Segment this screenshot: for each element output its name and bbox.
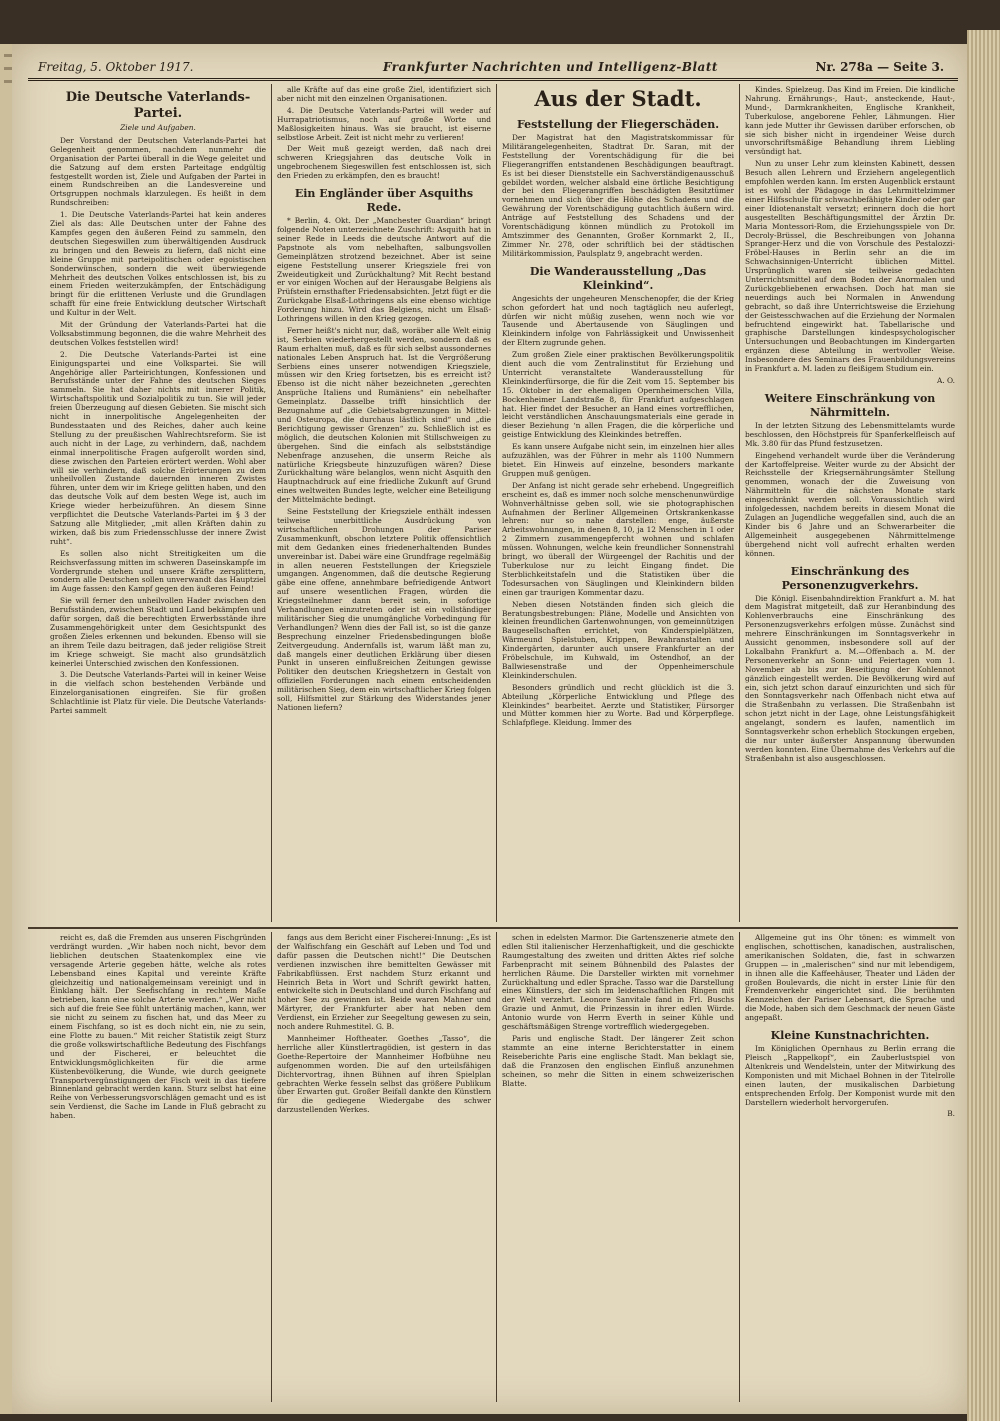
paragraph: 2. Die Deutsche Vaterlands-Partei ist eine Einigungspartei und eine Volkspartei. Sie will Angehörige aller Parteirichtungen, Konfessionen und Berufsstände unter der Fahne des deutschen Sieges sammeln. Sie hat daher nichts mit innerer Politik, Wirtschaftspolitik und Sozialpolitik zu tun. Sie will jeder freien Überzeugung auf diesen Gebieten. Sie mischt sich nicht in innerpolitische Angelegenheiten der Bundesstaaten und des Reiches, daher auch keine Stellung zu der preußischen Wahlrechtsreform. Sie ist auch nicht in der Lage, zu verhindern, daß, nachdem einmal innerpolitische Fragen aufgerollt worden sind, diese zwischen den Parteien erörtert werden. Wohl aber will sie verhindern, daß solche Erörterungen zu dem unheilvollen Zustande dauernden inneren Zwistes führen, unter dem wir im Kriege gelitten haben, und den das deutsche Volk auf dem besten Wege ist, auch im Kriege wieder herbeizuführen. An diesem Sinne verpflichtet die Deutsche Vaterlands-Partei im § 3 der Satzung alle Mitglieder, „mit allen Kräften dahin zu wirken, daß bis zum Friedensschlusse der innere Zwist ruht“. [50, 349, 266, 546]
headline: Ein Engländer über Asquiths Rede. [294, 187, 474, 215]
paragraph: Neben diesen Notständen finden sich gleich die Beratungsbestrebungen: Pläne, Modelle und Ansichten von kleinen freundlichen Gartenwohnungen, von gemeinnützigen Baugesellschaften errichtet, von Kinderspielplätzen, Wärmeund Spielstuben, Krippen, Bewahranstalten und Kindergärten, darunter auch unsere Frankfurter an der Fröbelschule, im Kuhwald, im Ostendhof, an der Ballwiesenstraße und der Oppenheimerschule Kleinkinderschulen. [502, 599, 734, 680]
signature: A. O. [936, 376, 955, 385]
column-rule [271, 84, 272, 922]
book-page-edges [967, 30, 1000, 1421]
page-number: Nr. 278a — Seite 3. [815, 60, 944, 74]
paragraph: Besonders gründlich und recht glücklich ist die 3. Abteilung „Körperliche Entwicklung und Pflege des Kleinkindes“ bearbeitet. Aerzte und Statistiker, Fürsorger und Mütter kommen hier zu Worte. Bad und Körperpflege. Schlafpflege. Kleidung. Immer des [502, 682, 734, 728]
paragraph: Der Weit muß gezeigt werden, daß nach drei schweren Kriegsjahren das deutsche Volk in ungebrochenem Siegeswillen fest entschlossen ist, sich den Frieden zu erkämpfen, den es braucht! [277, 144, 491, 181]
paragraph: Kindes. Spielzeug. Das Kind im Freien. Die kindliche Nahrung. Ernährungs-, Haut-, ansteckende, Haut-, Mund-, Darmkrankheiten, Englische Krankheit, Tuberkulose, angeborene Fehler, Lähmungen. Hier kann jede Mutter ihr Gewissen darüber erforschen, ob sie sich bisher nicht in irgendeiner Weise durch unvorschriftsmäßige Behandlung ihrem Liebling versündigt hat. [745, 86, 955, 157]
paragraph: Eingehend verhandelt wurde über die Veränderung der Kartoffelpreise. Weiter wurde zu der Absicht der Reichsstelle der Kriegsernährungsämter Stellung genommen, wonach der die Zuweisung von Nährmitteln für die nächsten Monate stark eingeschränkt werden soll. Voraussichtlich wird infolgedessen, nachdem bereits in diesem Monat die Zulagen an Jugendliche weggefallen sind, auch die an Kinder bis 6 Jahre und an Schwerarbeiter die Allgemeinheit ausgegebenen Nährmittelmenge übergehend nicht voll aufrecht erhalten werden können. [745, 450, 955, 558]
subheadline: Ziele und Aufgaben. [120, 123, 196, 132]
paragraph: Die Königl. Eisenbahndirektion Frankfurt a. M. hat dem Magistrat mitgeteilt, daß zur Heranbindung des Kohlenverbrauchs eine Einschränkung des Personenzugsverkehrs erfolgen müsse. Zunächst sind mehrere Einschränkungen im Sonntagsverkehr in Aussicht genommen, insbesondere soll auf der Lokalbahn Frankfurt a. M.—Offenbach a. M. der Personenverkehr an Sonn- und Feiertagen vom 1. November ab bis zur Beseitigung der Kohlennot gänzlich eingestellt werden. Die Bevölkerung wird auf ein, sich jetzt schon darauf einzurichten und sich für den Sonntagsverkehr nach Offenbach nicht etwa auf die Straßenbahn zu verlassen. Die Straßenbahn ist schon jetzt nicht in der Lage, ohne Leistungsfähigkeit angelangt, sondern es laufen, namentlich im Sonntagsverkehr schon erheblich Stockungen ergeben, die nur unter äußerster Anspannung überwunden werden konnten. Eine Übernahme des Verkehrs auf die Straßenbahn ist also ausgeschlossen. [745, 593, 955, 763]
column-rule [496, 932, 497, 1402]
paragraph: Der Magistrat hat den Magistratskommissar für Militärangelegenheiten, Stadtrat Dr. Saran, mit der Feststellung der Vorentschädigung für die bei Fliegerangriffen entstandenen Beschädigungen beauftragt. Es ist bei dieser Dienststelle ein Sachverständigenausschuß gebildet worden, welcher alsbald eine örtliche Besichtigung der bei den Fliegerangriffen beschädigten Besitztümer vornehmen und sich über die Höhe des Schadens und die Gewährung der Vorentschädigung gutachtlich äußern wird. Anträge auf Feststellung des Schadens und der Vorentschädigung können mündlich zu Protokoll im Amtszimmer des Genannten, Großer Kornmarkt 2, II., Zimmer Nr. 278, oder schriftlich bei der städtischen Militärkommission, Paulsplatz 9, angebracht werden. [502, 133, 734, 258]
paragraph: Mit der Gründung der Vaterlands-Partei hat die Volksabstimmung begonnen, die die wahre Mehrheit des deutschen Volkes feststellen wird! [50, 320, 266, 347]
paragraph: * Berlin, 4. Okt. Der „Manchester Guardian“ bringt folgende Noten unterzeichnete Zuschrift: Asquith hat in seiner Rede in Leeds die deutsche Antwort auf die Papstnote als vom nebelhaften, salbungsvollen Gemeinplätzen strotzend bezeichnet. Aber ist seine eigene Feststellung unserer Kriegsziele frei von Zweideutigkeit und Zurückhaltung? Mit Recht bestand er vor einigen Wochen auf der Herausgabe Belgiens als Prüfstein ernsthafter Friedensabsichten. Jetzt fügt er die Zurückgabe Elsaß-Lothringens als eine ebenso wichtige Forderung hinzu. Wird das Belgiens, nicht um Elsaß-Lothringens willen in den Krieg gezogen. [277, 216, 491, 324]
column-rule [739, 932, 740, 1402]
paragraph: Es sollen also nicht Streitigkeiten um die Reichsverfassung mitten im schweren Daseinskampfe im Vordergrunde stehen und unsere Kräfte zersplittern, sondern alle Deutschen sollen unverwandt das Hauptziel im Auge fassen: den Kampf gegen den äußeren Feind! [50, 548, 266, 594]
feuilleton-theater [277, 934, 491, 1402]
feuilleton-paris [745, 934, 955, 1402]
article-asquith [277, 86, 491, 924]
signature: B. [947, 1109, 955, 1119]
paragraph: Der Vorstand der Deutschen Vaterlands-Partei hat Gelegenheit genommen, nachdem nunmehr die Organisation der Partei überall in die Wege geleitet und die Satzung auf dem ersten Parteitage endgültig festgestellt worden ist, Ziele und Aufgaben der Partei in einem Rundschreiben an die Landesvereine und Ortsgruppen nochmals klarzulegen. Es heißt in dem Rundschreiben: [50, 135, 266, 208]
headline: Weitere Einschränkung von Nährmitteln. [764, 391, 936, 419]
paragraph: Paris und englische Stadt. Der längerer Zeit schon stammte an eine interne Berichterstatter in einem Reiseberichte Paris eine englische Stadt. Man beklagt sie, daß die Franzosen den englischen Einfluß anzunehmen scheinen, so mehr die Sitten in einem schweizerischen Blatte. [502, 1033, 734, 1088]
paragraph: reicht es, daß die Fremden aus unseren Fischgründen verdrängt wurden. „Wir haben noch nicht, bevor dem lieblichen deutschen Staatenkomplex eine vie versagende Arterie gegeben hätte, welche als rotes Lebensband eines Kapital und vereinte Kräfte gleichzeitig und nationalgemeinsam vereinigt und in Einklang hält. Der Seefischfang in rechtem Maße betrieben, kann eine solche Arterie werden.“ „Wer nicht sich auf die freie See fühlt untertänig machen, kann, wer sie nicht zu seinem zu fischen hat, und das Meer zu einem Fischfang, so ist es doch nicht ein, nie zu sein, eine Flotte zu bauen.“ Mit reicher Statistik zeigt Sturz die große volkswirtschaftliche Bedeutung des Fischfangs und der Fischerei, er beleuchtet die Entwicklungsmöglichkeiten für die arme Küstenbevölkerung, die Wunde, wie durch geeignete Transportvergünstigungen der Fisch weit in das tiefere Binnenland gebracht werden kann. Sturz selbst hat eine Reihe von Verbesserungsvorschlägen gemacht und es ist sein Verdienst, die Sache im Lande in Fluß gebracht zu haben. [50, 934, 266, 1121]
paragraph: Mannheimer Hoftheater. Goethes „Tasso“, die herrliche aller Künstlertragödien, ist gestern in das Goethe-Repertoire der Mannheimer Hofbühne neu aufgenommen worden. Die auf den urteilsfähigen Dichtervortrag, ihnen Bühnen auf ihren Spielplan gebrachten Werke fesseln selbst das größere Publikum über Erwarten gut. Großer Beifall dankte den Künstlern für die gediegene Wiedergabe des schwer darzustellenden Werkes. [277, 1033, 491, 1115]
headline: Die Wanderausstellung „Das Kleinkind“. [529, 264, 707, 292]
paragraph: Sie will ferner den unheilvollen Hader zwischen den Berufsständen, zwischen Stadt und Land bekämpfen und dafür sorgen, daß die berechtigten Erwerbsstände ihre Zusammengehörigkeit unter dem Gesichtspunkt des großen Zieles erkennen und bekunden. Ebenso will sie an ihrem Teile dazu beitragen, daß jeder religiöse Streit im Kriege schweigt. Sie macht also grundsätzlich keinerlei Unterschied zwischen den Konfessionen. [50, 596, 266, 668]
section-title: Aus der Stadt. [534, 86, 702, 111]
feuilleton-fishing [50, 934, 266, 1402]
article-vaterlands-partei [50, 86, 266, 924]
article-kleinkind-cont [745, 86, 955, 924]
paragraph: alle Kräfte auf das eine große Ziel, identifiziert sich aber nicht mit den einzelnen Organisationen. [277, 86, 491, 103]
paragraph: Ferner heißt's nicht nur, daß, woräber alle Welt einig ist, Serbien wiederhergestellt werden, sondern daß es Raum erhalten muß, daß es für sich selbst aussondernes nationales Leben Anspruch hat. Ist die Vergrößerung Serbiens eines unserer notwendigen Kriegsziele, müssen wir den Krieg fortsetzen, bis es erreicht ist? Ebenso ist die nicht näher bezeichneten „gerechten Ansprüche Italiens und Rumäniens“ ein nebelhafter Gemeinplatz. Dasselbe trifft hinsichtlich der Bezugnahme auf „die Gebietsabgrenzungen in Mittel- und Osteuropa, die durchaus lästlich sind“ und „die Berichtigung gewisser Grenzen“ zu. Schließlich ist es möglich, die deutschen Kolonien mit Stillschweigen zu übergehen. Sind die einfach als selbstständige Nebenfrage anzusehen, die unserm Reiche als natürliche Kriegsbeute hinzuzufügen wären? Diese Zurückhaltung wäre belanglos, wenn nicht Asquith den Hauptnachdruck auf eine friedliche Zukunft auf Grund eines weltweiten Bundes legte, welcher eine Beteiligung der Mittelmächte bedingt. [277, 325, 491, 505]
paragraph: schen in edelsten Marmor. Die Gartenszenerie atmete den edlen Stil italienischer Herzenhaftigkeit, und die geschickte Raumgestaltung des zweiten und dritten Aktes rief solche Farbenpracht mit seinem Bühnenbild des Palastes der herrlichen Räume. Die Darsteller wirkten mit vornehmer Zurückhaltung und edler Sprache. Tasso war die Darstellung eines Künstlers, der sich im leidenschaftlichen Ringen mit der Welt verzehrt. Leonore Sanvitale fand in Frl. Buschs Grazie und Anmut, die Prinzessin in ihrer edlen Würde. Antonio wurde von Herrn Everth in seiner Kühle und geschäftsmäßigen Strenge vortrefflich wiedergegeben. [502, 934, 734, 1032]
page-header [28, 58, 958, 81]
paragraph: fangs aus dem Bericht einer Fischerei-Innung: „Es ist der Walfischfang ein Geschäft auf Leben und Tod und dafür passen die Deutschen nicht!“ Die Deutschen verdienen inzwischen ihre bemittelten Gewässer mit Fabrikabflüssen. Erst nachdem Sturz erkannt und Heinrich Beta in Wort und Schrift gewirkt hatten, entwickelte sich in Deutschland und durch Fischfang auf hoher See zu gewinnen ist. Beide waren Mahner und Märtyrer, der Frankfurter aber hat neben dem Verdienst, ein Erzieher zur Seegeltung gewesen zu sein, noch andere Ruhmestitel. G. B. [277, 934, 491, 1032]
column-rule [739, 84, 740, 922]
paragraph: Allgemeine gut ins Ohr tönen: es wimmelt von englischen, schottischen, kanadischen, australischen, amerikanischen Soldaten, die, fast in schwarzen Gruppen — in „malerischen“ sind nur mit lebendigem, in ihnen alle die Kaffeehäuser, Theater und Läden der großen Boulevards, die nicht in erster Linie für den Fremdenverkehr eingerichtet sind. Die berühmten Kennzeichen der Pariser Lebensart, die Sprache und die Mode, haben sich dem Geschmack der neuen Gäste angepaßt. [745, 934, 955, 1023]
headline: Die Deutsche Vaterlands-Partei. [65, 90, 251, 121]
headline: Einschränkung des Personenzugverkehrs. [781, 564, 919, 592]
paragraph: Zum großen Ziele einer praktischen Bevölkerungspolitik dient auch die vom Zentralinstitut für Erziehung und Unterricht veranstaltete Wanderausstellung für Kleinkinderfürsorge, die für die Zeit vom 15. September bis 15. Oktober in der ehemaligen Opernheimerschen Villa, Bockenheimer Landstraße 8, für Frankfurt aufgeschlagen hat. Hier findet der Besucher an Hand eines vortrefflichen, leicht verständlichen Anschauungsmaterials eine gerade in dieser Beziehung ‘n allen Fragen, die die körperliche und geistige Entwicklung des Kleinkindes betreffen. [502, 350, 734, 440]
feuilleton-tasso [502, 934, 734, 1402]
article-aus-der-stadt [502, 86, 734, 924]
paragraph: Nun zu unser Lehr zum kleinsten Kabinett, dessen Besuch allen Lehrern und Erziehern angelegentlich empfohlen werden kann. Im ersten Augenblick erstaunt ist es wohl der Pädagoge in das Lehrmittelzimmer einer Hilfsschule für schwachbefähigte Kinder oder gar einer Idiotenanstalt versetzt; erinnern doch die hort ausgestellten Beschäftigungsmittel der Ärztin Dr. Maria Montessori-Rom, die Erziehungsspiele von Dr. Decroly-Brüssel, die Beschreibungen von Johanna Spranger-Herz und die von Vorschule des Pestalozzi-Fröbel-Hauses in Berlin sehr an die im Schwachsinnigen-Unterricht üblichen Mittel. Ursprünglich waren sie teilweise gedachten Unterrichtsmittel auf dem Boden der Anormalen und Zurückgebliebenen erwachsen. Doch hat man sie neuerdings auch bei Normalen in Anwendung gebracht, so daß ihre Unterrichtsweise die Erziehung der Geistesschwachen auf die Erziehung der Normalen befruchtend eingewirkt hat. Tabellarische und graphische Darstellungen kindespsychologischer Untersuchungen und Beobachtungen im Kindergarten ergänzen diese Abteilung in wertvoller Weise. Insbesondere des Seminars des Frauenbildungsvereins in Frankfurt a. M. laden zu fleißigem Studium ein. [745, 159, 955, 374]
issue-date: Freitag, 5. Oktober 1917. [38, 60, 194, 74]
headline: Kleine Kunstnachrichten. [770, 1029, 930, 1043]
newspaper-title: Frankfurter Nachrichten und Intelligenz-Blatt [383, 60, 718, 74]
headline: Feststellung der Fliegerschäden. [516, 118, 720, 131]
paragraph: In der letzten Sitzung des Lebensmittelamts wurde beschlossen, den Höchstpreis für Spanferkelfleisch auf Mk. 3.80 für das Pfund festzusetzen. [745, 420, 955, 448]
paragraph: 3. Die Deutsche Vaterlands-Partei will in keiner Weise in die vielfach schon bestehenden Verbände und Einzelorganisationen eingreifen. Sie für großen Schlachtlinie ist Platz für viele. Die Deutsche Vaterlands-Partei sammelt [50, 670, 266, 716]
paragraph: Im Königlichen Opernhaus zu Berlin errang die Pleisch „Rappelkopf“, ein Zauberlustspiel von Altenkreis und Wendelstein, unter der Mitwirkung des Komponisten und mit Michael Bohnen in der Titelrolle einen lauten, der musikalischen Darbietung entsprechenden Erfolg. Der Komponist wurde mit den Darstellern wiederholt hervorgerufen. [745, 1044, 955, 1107]
section-rule [28, 927, 958, 929]
paragraph: 1. Die Deutsche Vaterlands-Partei hat kein anderes Ziel als das: Alle Deutschen unter der Fahne des Kampfes gegen den äußeren Feind zu sammeln, den deutschen Siegeswillen zum überwältigenden Ausdruck zu bringen und den Beweis zu liefern, daß nicht eine kleine Gruppe mit parteipolitischen oder egoistischen Sonderwünschen, sondern die weit überwiegende Mehrheit des deutschen Volkes entschlossen ist, bis zu einem Frieden weiterzukämpfen, der Entschädigung bringt für die erlittenen Verluste und die Grundlagen schafft für eine freie Entwicklung deutscher Wirtschaft und Kultur in der Welt. [50, 210, 266, 318]
column-rule [271, 932, 272, 1402]
column-rule [496, 84, 497, 922]
paragraph: Seine Feststellung der Kriegsziele enthält indessen teilweise unerbittliche Ausdrückung von wirtschaftlichen Drohungen der Pariser Zusammenkunft, obschon letztere Politik offensichtlich mit dem Gedanken eines friedenerhaltenden Bundes unvereinbar ist. Dabei wäre eine Grundfrage regelmäßig in allen neueren Feststellungen der Kriegsziele umgangen. Angenommen, daß die deutsche Regierung gäbe eine offene, annehmbare befriedigende Antwort auf unsere wesentlichen Fragen, würden die Kriegsteilnehmer dann bereit sein, in sofortige Verhandlungen einzutreten oder ist ein vollständiger militärischer Sieg die unumgängliche Vorbedingung für Verhandlungen? Wenn dies der Fall ist, so ist die ganze Besprechung einzelner Friedensbedingungen bloße Zeitvergeudung. Andernfalls ist, warum läßt man zu, daß mangels einer deutlichen Erklärung über diesen Punkt in unseren einflußreichen Zeitungen gewisse Politiker den deutschen Kriegshetzern in Gestalt von offiziellen Forderungen nach einem entscheidenden militärischen Sieg, dem ein wirtschaftlicher Krieg folgen soll, Hilfsmittel zur Stärkung des Widerstandes jener Nationen liefern? [277, 507, 491, 712]
paragraph: Es kann unsere Aufgabe nicht sein, im einzelnen hier alles aufzuzählen, was der Führer in mehr als 1100 Nummern bietet. Ein Hinweis auf einzelne, besonders markante Gruppen muß genügen. [502, 442, 734, 478]
paragraph: Der Anfang ist nicht gerade sehr erhebend. Ungegreiflich erscheint es, daß es immer noch solche menschenunwürdige Wohnverhältnisse geben soll, wie sie photographischen Aufnahmen der Berliner Allgemeinen Ortskrankenkasse lehren: nur so nahe darstellen: enge, äußerste Arbeitswohnungen, in denen 8, 10, ja 12 Menschen in 1 oder 2 Zimmern zusammengepfercht wohnen und schlafen müssen. Wohnungen, welche kein freundlicher Sonnenstrahl bringt, wo überall der Würgeengel der Rachitis und der Tuberkulose nur zu leicht Eingang findet. Die Sterblichkeitstafeln und die Statistiken über die Todesursachen von Säuglingen und Kleinkindern bilden einen gar traurigen Kommentar dazu. [502, 480, 734, 597]
paragraph: Angesichts der ungeheuren Menschenopfer, die der Krieg schon gefordert hat und noch tagtäglich neu auferlegt, dürfen wir nicht müßig zusehen, wenn noch wie vor Tausende und Abertausende von Säuglingen und Kleinkindern infolge von Fahrlässigkeit und Unwissenheit der Eltern zugrunde gehen. [502, 293, 734, 348]
paragraph: 4. Die Deutsche Vaterlands-Partei will weder auf Hurrapatriotismus, noch auf große Worte und Maßlosigkeiten hinaus. Was sie braucht, ist eiserne selbstlose Arbeit. Zeit ist nicht mehr zu verlieren! [277, 105, 491, 142]
